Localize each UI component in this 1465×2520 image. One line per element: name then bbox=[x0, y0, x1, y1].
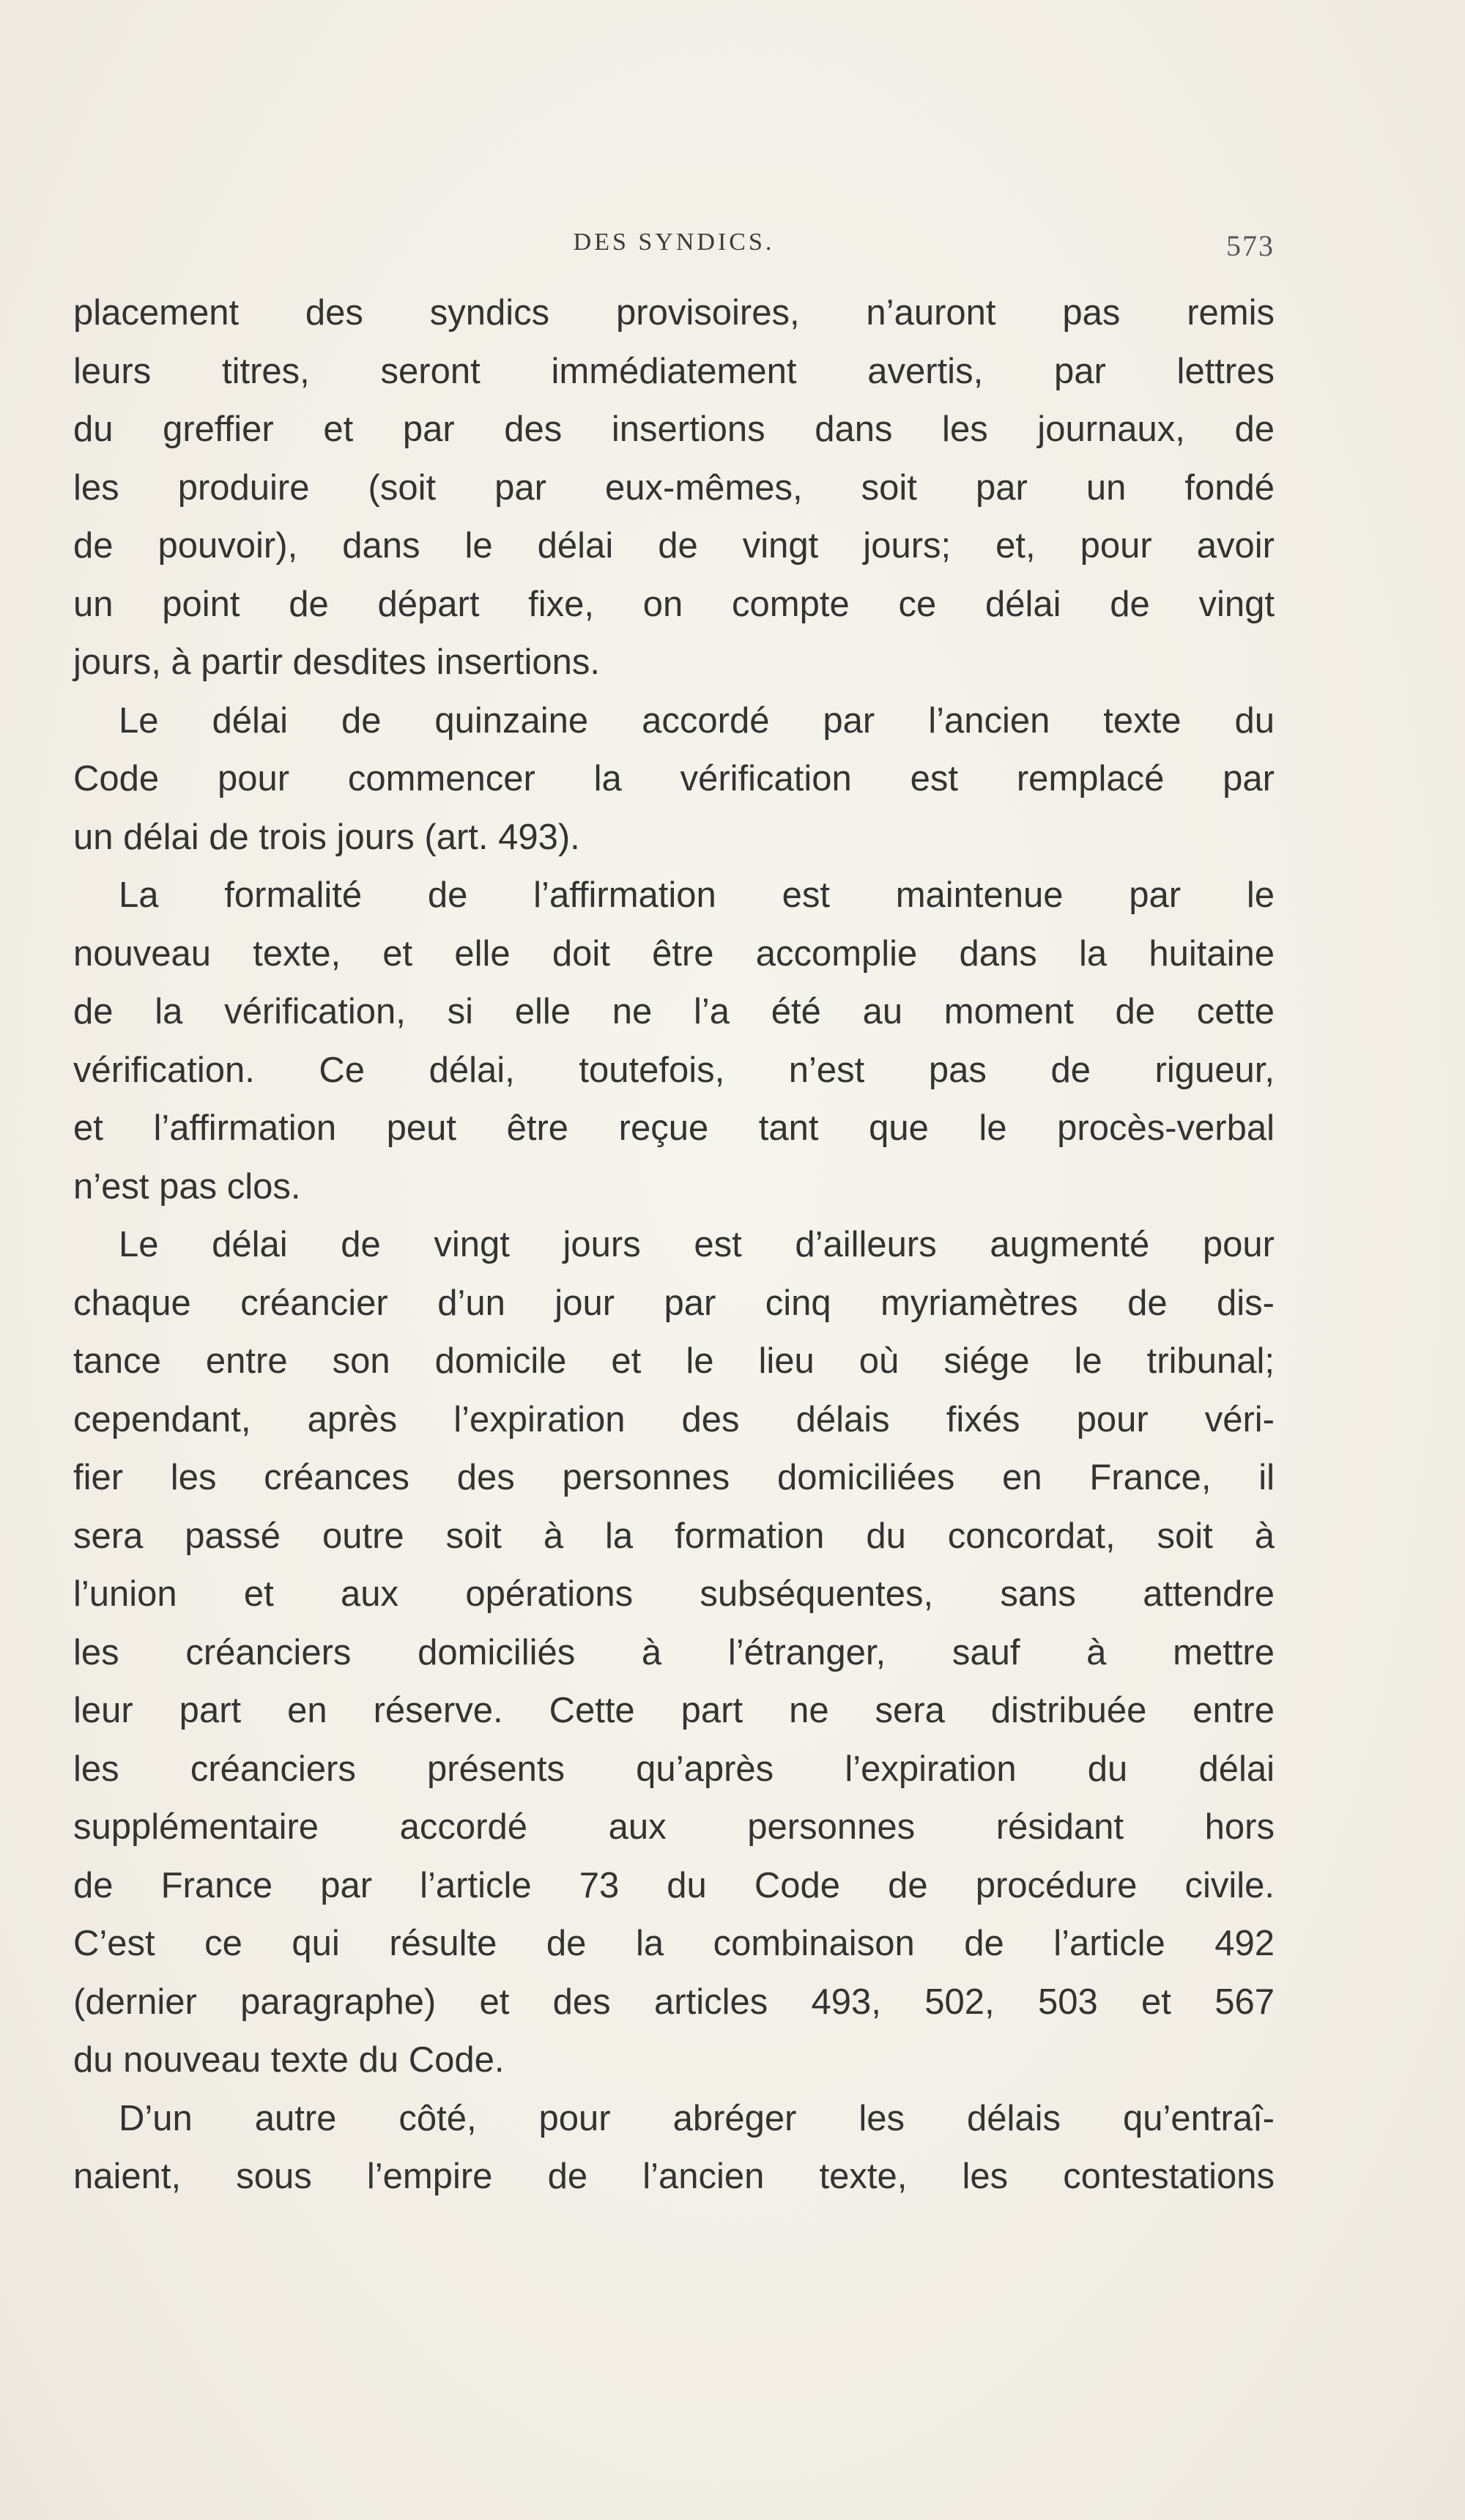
paragraph-start-line: Le délai de vingt jours est d’ailleurs augmenté pour bbox=[119, 1225, 1275, 1264]
text-line: les créanciers présents qu’après l’expiration du délai bbox=[73, 1749, 1275, 1789]
text-line: chaque créancier d’un jour par cinq myriamètres de dis- bbox=[73, 1283, 1275, 1323]
text-line: n’est pas clos. bbox=[73, 1166, 301, 1207]
text-line: naient, sous l’empire de l’ancien texte, les contestations bbox=[73, 2157, 1275, 2196]
text-line: jours, à partir desdites insertions. bbox=[73, 642, 600, 682]
paragraph-start-line: La formalité de l’affirmation est maintenue par le bbox=[119, 875, 1275, 915]
text-line: supplémentaire accordé aux personnes résidant hors bbox=[73, 1807, 1275, 1847]
text-line: nouveau texte, et elle doit être accomplie dans la huitaine bbox=[73, 933, 1275, 974]
page-number: 573 bbox=[1226, 229, 1275, 262]
text-line: leur part en réserve. Cette part ne sera distribuée entre bbox=[73, 1691, 1275, 1730]
text-line: cependant, après l’expiration des délais fixés pour véri- bbox=[73, 1399, 1275, 1439]
text-line: du greffier et par des insertions dans les journaux, de bbox=[73, 410, 1275, 449]
text-line: les créanciers domiciliés à l’étranger, sauf à mettre bbox=[73, 1632, 1275, 1672]
text-line: du nouveau texte du Code. bbox=[73, 2040, 505, 2080]
paragraph-start-line: Le délai de quinzaine accordé par l’ancien texte du bbox=[119, 700, 1275, 741]
text-line: un point de départ fixe, on compte ce délai de vingt bbox=[73, 584, 1275, 624]
text-line: C’est ce qui résulte de la combinaison de l’article 492 bbox=[73, 1924, 1275, 1963]
text-line: l’union et aux opérations subséquentes, sans attendre bbox=[73, 1574, 1275, 1614]
text-line: fier les créances des personnes domiciliées en France, il bbox=[73, 1458, 1275, 1497]
text-line: et l’affirmation peut être reçue tant que le procès-verbal bbox=[73, 1108, 1275, 1148]
text-line: tance entre son domicile et le lieu où siége le tribunal; bbox=[73, 1341, 1275, 1381]
text-line: (dernier paragraphe) et des articles 493, 502, 503 et 567 bbox=[73, 1982, 1275, 2022]
body-text bbox=[73, 284, 1275, 2206]
text-line: de France par l’article 73 du Code de procédure civile. bbox=[73, 1865, 1275, 1905]
text-line: un délai de trois jours (art. 493). bbox=[73, 817, 580, 857]
running-head bbox=[73, 229, 1275, 265]
text-line: leurs titres, seront immédiatement avertis, par lettres bbox=[73, 351, 1275, 391]
text-line: de pouvoir), dans le délai de vingt jours; et, pour avoir bbox=[73, 526, 1275, 566]
paragraph-start-line: D’un autre côté, pour abréger les délais qu’entraî- bbox=[119, 2098, 1275, 2138]
running-title: DES SYNDICS. bbox=[573, 229, 775, 256]
text-line: les produire (soit par eux-mêmes, soit par un fondé bbox=[73, 467, 1275, 508]
text-line: vérification. Ce délai, toutefois, n’est pas de rigueur, bbox=[73, 1050, 1275, 1090]
text-line: de la vérification, si elle ne l’a été au moment de cette bbox=[73, 992, 1275, 1031]
text-line: Code pour commencer la vérification est remplacé par bbox=[73, 759, 1275, 798]
text-line: sera passé outre soit à la formation du concordat, soit à bbox=[73, 1516, 1275, 1556]
text-line: placement des syndics provisoires, n’auront pas remis bbox=[73, 293, 1275, 333]
